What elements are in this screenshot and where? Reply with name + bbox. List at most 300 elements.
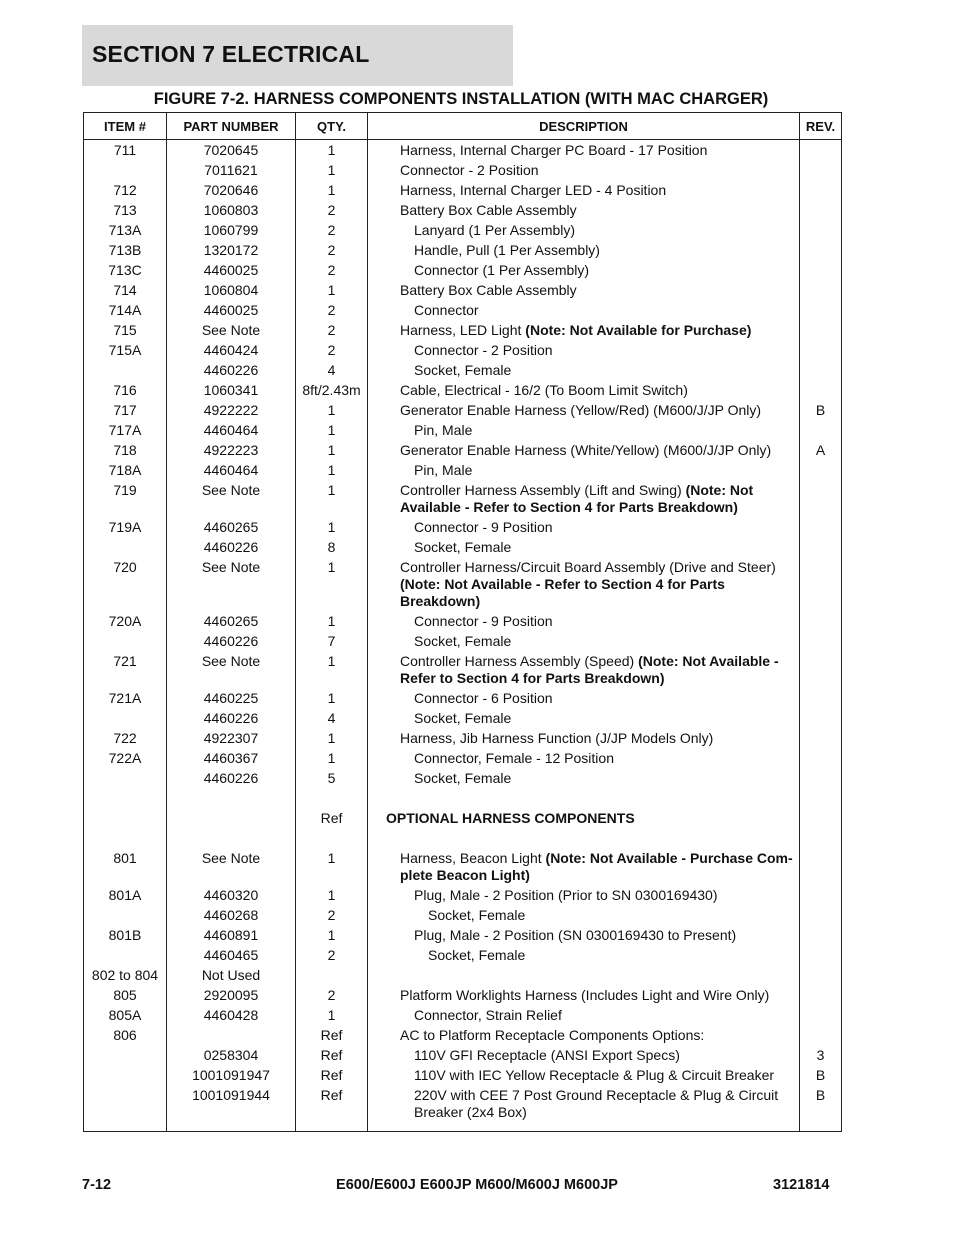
cell-description bbox=[368, 710, 800, 730]
cell-description bbox=[368, 730, 800, 750]
cell-description bbox=[368, 1047, 800, 1067]
cell-part-number: 4460465 bbox=[167, 947, 296, 967]
cell-rev bbox=[800, 422, 842, 442]
cell-description bbox=[368, 613, 800, 633]
cell-rev bbox=[800, 1027, 842, 1047]
table-row bbox=[84, 282, 842, 302]
cell-item: 721A bbox=[84, 690, 167, 710]
table-row bbox=[84, 342, 842, 362]
cell-qty: 1 bbox=[296, 282, 368, 302]
table-body bbox=[84, 140, 842, 1132]
cell-rev bbox=[800, 613, 842, 633]
cell-part-number: 4460226 bbox=[167, 710, 296, 730]
cell-rev bbox=[800, 907, 842, 927]
cell-qty: 2 bbox=[296, 947, 368, 967]
cell-rev bbox=[800, 1007, 842, 1027]
spacer-row bbox=[84, 790, 842, 810]
table-row bbox=[84, 967, 842, 987]
table-header-row bbox=[84, 113, 842, 140]
cell-item bbox=[84, 770, 167, 790]
section-header-bar bbox=[82, 25, 513, 86]
cell-part-number: 4460225 bbox=[167, 690, 296, 710]
description-text: Harness, Internal Charger LED - 4 Position bbox=[400, 182, 667, 198]
description-note: (Note: Not Available - Refer to Section 4 for Parts Breakdown) bbox=[400, 482, 754, 515]
cell-item bbox=[84, 947, 167, 967]
column-header-qty: QTY. bbox=[296, 113, 368, 140]
cell-qty: 1 bbox=[296, 462, 368, 482]
cell-qty: 4 bbox=[296, 362, 368, 382]
cell-qty: 1 bbox=[296, 422, 368, 442]
cell-item: 715A bbox=[84, 342, 167, 362]
table-row bbox=[84, 1067, 842, 1087]
table-row bbox=[84, 887, 842, 907]
cell-rev bbox=[800, 222, 842, 242]
description-text: Socket, Female bbox=[414, 770, 512, 786]
cell-description bbox=[368, 967, 800, 987]
cell-rev bbox=[800, 633, 842, 653]
cell-item bbox=[84, 1087, 167, 1132]
cell-part-number: 1060341 bbox=[167, 382, 296, 402]
figure-title: FIGURE 7-2. HARNESS COMPONENTS INSTALLATION (WITH MAC CHARGER) bbox=[153, 90, 769, 108]
cell-part-number: 1060803 bbox=[167, 202, 296, 222]
cell-description bbox=[368, 907, 800, 927]
table-row bbox=[84, 1027, 842, 1047]
column-header-description: DESCRIPTION bbox=[368, 113, 800, 140]
cell-part-number: See Note bbox=[167, 830, 296, 887]
table-row bbox=[84, 907, 842, 927]
cell-description bbox=[368, 140, 800, 163]
cell-qty: 1 bbox=[296, 402, 368, 422]
description-text: Lanyard (1 Per Assembly) bbox=[414, 222, 576, 238]
cell-item: 716 bbox=[84, 382, 167, 402]
cell-part-number: 4460367 bbox=[167, 750, 296, 770]
description-text: AC to Platform Receptacle Components Options: bbox=[400, 1027, 705, 1043]
cell-description bbox=[368, 690, 800, 710]
cell-rev bbox=[800, 202, 842, 222]
table-row bbox=[84, 202, 842, 222]
cell-description bbox=[368, 462, 800, 482]
cell-item: 806 bbox=[84, 1027, 167, 1047]
cell-part-number: 4460226 bbox=[167, 362, 296, 382]
cell-rev bbox=[800, 140, 842, 163]
cell-description bbox=[368, 342, 800, 362]
cell-qty: 2 bbox=[296, 222, 368, 242]
table-row bbox=[84, 613, 842, 633]
cell-description bbox=[368, 947, 800, 967]
cell-item: 714 bbox=[84, 282, 167, 302]
cell-qty: 2 bbox=[296, 202, 368, 222]
cell-description bbox=[368, 927, 800, 947]
cell-rev bbox=[800, 242, 842, 262]
cell-qty: 2 bbox=[296, 242, 368, 262]
description-text: Cable, Electrical - 16/2 (To Boom Limit Switch) bbox=[400, 382, 688, 398]
cell-item: 712 bbox=[84, 182, 167, 202]
description-text: Connector - 9 Position bbox=[414, 519, 553, 535]
cell-rev bbox=[800, 770, 842, 790]
cell-item: 801 bbox=[84, 830, 167, 887]
document-number: 3121814 bbox=[773, 1177, 830, 1193]
cell-description bbox=[368, 322, 800, 342]
description-text: Socket, Female bbox=[414, 362, 512, 378]
cell-description bbox=[368, 633, 800, 653]
cell-item: 722A bbox=[84, 750, 167, 770]
cell-description bbox=[368, 1087, 800, 1132]
cell-rev bbox=[800, 162, 842, 182]
table-row bbox=[84, 462, 842, 482]
cell-qty: 2 bbox=[296, 302, 368, 322]
description-text: Socket, Female bbox=[428, 947, 526, 963]
cell-part-number: See Note bbox=[167, 322, 296, 342]
cell-item: 713B bbox=[84, 242, 167, 262]
cell-description bbox=[368, 162, 800, 182]
description-text: Connector - 6 Position bbox=[414, 690, 553, 706]
cell-qty: 7 bbox=[296, 633, 368, 653]
description-text: Plug, Male - 2 Position (SN 0300169430 to Present) bbox=[414, 927, 737, 943]
cell-part-number: 4460891 bbox=[167, 927, 296, 947]
cell-qty: 1 bbox=[296, 559, 368, 613]
cell-rev bbox=[800, 342, 842, 362]
cell-description bbox=[368, 402, 800, 422]
cell-qty: 8 bbox=[296, 539, 368, 559]
cell-rev bbox=[800, 947, 842, 967]
description-text: 110V with IEC Yellow Receptacle & Plug & Circuit Breaker bbox=[414, 1067, 775, 1083]
cell-rev: B bbox=[800, 402, 842, 422]
cell-description bbox=[368, 422, 800, 442]
cell-item: 711 bbox=[84, 140, 167, 163]
cell-qty: 2 bbox=[296, 907, 368, 927]
description-text: Connector - 2 Position bbox=[414, 342, 553, 358]
table-row bbox=[84, 262, 842, 282]
description-text: Connector bbox=[414, 302, 479, 318]
description-text: Connector, Female - 12 Position bbox=[414, 750, 614, 766]
cell-qty: 8ft/2.43m bbox=[296, 382, 368, 402]
table-row bbox=[84, 690, 842, 710]
table-row bbox=[84, 222, 842, 242]
cell-item: 805A bbox=[84, 1007, 167, 1027]
cell-qty: 1 bbox=[296, 162, 368, 182]
cell-part-number: 4460464 bbox=[167, 422, 296, 442]
cell-part-number: 4460320 bbox=[167, 887, 296, 907]
cell-qty: 1 bbox=[296, 750, 368, 770]
description-text: Handle, Pull (1 Per Assembly) bbox=[414, 242, 600, 258]
table-row bbox=[84, 140, 842, 163]
table-row bbox=[84, 830, 842, 887]
description-note: (Note: Not Available - Refer to Section 4 for Parts Breakdown) bbox=[400, 653, 779, 686]
cell-description bbox=[368, 362, 800, 382]
cell-item: 713 bbox=[84, 202, 167, 222]
cell-rev bbox=[800, 302, 842, 322]
cell-qty: Ref bbox=[296, 810, 368, 830]
cell-qty: 1 bbox=[296, 830, 368, 887]
cell-item: 805 bbox=[84, 987, 167, 1007]
cell-part-number: 7011621 bbox=[167, 162, 296, 182]
cell-rev bbox=[800, 322, 842, 342]
cell-rev bbox=[800, 182, 842, 202]
cell-qty: 1 bbox=[296, 182, 368, 202]
parts-table bbox=[83, 112, 842, 1132]
cell-item bbox=[84, 162, 167, 182]
cell-qty: 1 bbox=[296, 140, 368, 163]
cell-qty: 1 bbox=[296, 1007, 368, 1027]
cell-rev bbox=[800, 482, 842, 519]
cell-part-number bbox=[167, 810, 296, 830]
cell-description bbox=[368, 987, 800, 1007]
cell-item bbox=[84, 907, 167, 927]
cell-description bbox=[368, 182, 800, 202]
model-list: E600/E600J E600JP M600/M600J M600JP bbox=[336, 1177, 618, 1193]
cell-qty: 1 bbox=[296, 653, 368, 690]
column-header-rev: REV. bbox=[800, 113, 842, 140]
cell-item: 717A bbox=[84, 422, 167, 442]
cell-rev bbox=[800, 462, 842, 482]
table-row bbox=[84, 382, 842, 402]
description-text: Connector (1 Per Assembly) bbox=[414, 262, 590, 278]
cell-item: 719 bbox=[84, 482, 167, 519]
cell-rev bbox=[800, 987, 842, 1007]
cell-item: 715 bbox=[84, 322, 167, 342]
table-row bbox=[84, 539, 842, 559]
table-row bbox=[84, 1047, 842, 1067]
description-text: Harness, Jib Harness Function (J/JP Models Only) bbox=[400, 730, 714, 746]
description-text: Platform Worklights Harness (Includes Light and Wire Only) bbox=[400, 987, 770, 1003]
table-row bbox=[84, 750, 842, 770]
table-row bbox=[84, 770, 842, 790]
cell-description bbox=[368, 382, 800, 402]
cell-rev bbox=[800, 730, 842, 750]
description-text: 110V GFI Receptacle (ANSI Export Specs) bbox=[414, 1047, 680, 1063]
table-row bbox=[84, 653, 842, 690]
cell-rev bbox=[800, 382, 842, 402]
cell-part-number: 4460265 bbox=[167, 613, 296, 633]
table-row bbox=[84, 987, 842, 1007]
cell-qty: Ref bbox=[296, 1027, 368, 1047]
description-text: Controller Harness/Circuit Board Assembly (Drive and Steer) bbox=[400, 559, 776, 575]
cell-part-number: 4460025 bbox=[167, 302, 296, 322]
cell-rev bbox=[800, 830, 842, 887]
table-row bbox=[84, 810, 842, 830]
cell-description bbox=[368, 242, 800, 262]
cell-item: 801A bbox=[84, 887, 167, 907]
cell-part-number: 2920095 bbox=[167, 987, 296, 1007]
cell-description bbox=[368, 262, 800, 282]
cell-part-number: See Note bbox=[167, 559, 296, 613]
description-text: Connector - 2 Position bbox=[400, 162, 539, 178]
cell-description bbox=[368, 282, 800, 302]
cell-item: 719A bbox=[84, 519, 167, 539]
table-row bbox=[84, 519, 842, 539]
cell-part-number: 7020645 bbox=[167, 140, 296, 163]
cell-item: 720A bbox=[84, 613, 167, 633]
cell-rev: A bbox=[800, 442, 842, 462]
description-text: Battery Box Cable Assembly bbox=[400, 282, 577, 298]
cell-qty: 1 bbox=[296, 887, 368, 907]
cell-part-number: 1001091944 bbox=[167, 1087, 296, 1132]
cell-qty bbox=[296, 967, 368, 987]
cell-description bbox=[368, 810, 800, 830]
table-row bbox=[84, 927, 842, 947]
cell-qty: Ref bbox=[296, 1047, 368, 1067]
cell-description bbox=[368, 1007, 800, 1027]
table-row bbox=[84, 302, 842, 322]
description-text: Controller Harness Assembly (Speed) bbox=[400, 653, 639, 669]
cell-part-number: See Note bbox=[167, 653, 296, 690]
cell-qty: 2 bbox=[296, 342, 368, 362]
description-text: Harness, Beacon Light bbox=[400, 850, 546, 866]
description-text: OPTIONAL HARNESS COMPONENTS bbox=[386, 810, 635, 826]
cell-item bbox=[84, 1067, 167, 1087]
cell-item bbox=[84, 539, 167, 559]
cell-item: 720 bbox=[84, 559, 167, 613]
cell-qty: 5 bbox=[296, 770, 368, 790]
cell-rev: B bbox=[800, 1087, 842, 1132]
cell-rev bbox=[800, 927, 842, 947]
cell-part-number: 4922222 bbox=[167, 402, 296, 422]
cell-description bbox=[368, 482, 800, 519]
description-text: Battery Box Cable Assembly bbox=[400, 202, 577, 218]
cell-item: 721 bbox=[84, 653, 167, 690]
cell-part-number: See Note bbox=[167, 482, 296, 519]
cell-part-number: 4460424 bbox=[167, 342, 296, 362]
cell-part-number: 4460226 bbox=[167, 539, 296, 559]
cell-rev bbox=[800, 690, 842, 710]
description-text: Controller Harness Assembly (Lift and Swing) bbox=[400, 482, 686, 498]
cell-rev bbox=[800, 519, 842, 539]
description-text: Socket, Female bbox=[414, 633, 512, 649]
description-text: Connector - 9 Position bbox=[414, 613, 553, 629]
cell-rev bbox=[800, 887, 842, 907]
cell-description bbox=[368, 539, 800, 559]
description-text: Connector, Strain Relief bbox=[414, 1007, 562, 1023]
cell-rev bbox=[800, 967, 842, 987]
section-title: SECTION 7 ELECTRICAL bbox=[92, 41, 370, 67]
cell-description bbox=[368, 202, 800, 222]
page-number: 7-12 bbox=[82, 1177, 112, 1193]
cell-qty: 2 bbox=[296, 262, 368, 282]
description-text: 220V with CEE 7 Post Ground Receptacle & Plug & Circuit Breaker (2x4 Box) bbox=[414, 1087, 779, 1120]
cell-item: 714A bbox=[84, 302, 167, 322]
cell-item: 802 to 804 bbox=[84, 967, 167, 987]
cell-item bbox=[84, 810, 167, 830]
cell-item bbox=[84, 362, 167, 382]
description-text: Generator Enable Harness (White/Yellow) (M600/J/JP Only) bbox=[400, 442, 772, 458]
cell-part-number: 1320172 bbox=[167, 242, 296, 262]
cell-description bbox=[368, 887, 800, 907]
cell-part-number: 4460464 bbox=[167, 462, 296, 482]
cell-qty: 1 bbox=[296, 690, 368, 710]
description-text: Harness, LED Light bbox=[400, 322, 526, 338]
cell-part-number: 4460226 bbox=[167, 770, 296, 790]
table-row bbox=[84, 322, 842, 342]
cell-part-number: 4460226 bbox=[167, 633, 296, 653]
description-text: Harness, Internal Charger PC Board - 17 Position bbox=[400, 142, 708, 158]
cell-part-number: 4460265 bbox=[167, 519, 296, 539]
table-row bbox=[84, 1087, 842, 1132]
cell-part-number: 1060799 bbox=[167, 222, 296, 242]
table-row bbox=[84, 730, 842, 750]
cell-description bbox=[368, 302, 800, 322]
table-row bbox=[84, 162, 842, 182]
table-row bbox=[84, 1007, 842, 1027]
cell-part-number bbox=[167, 1027, 296, 1047]
cell-rev bbox=[800, 810, 842, 830]
cell-qty: 1 bbox=[296, 519, 368, 539]
cell-rev bbox=[800, 750, 842, 770]
table-row bbox=[84, 402, 842, 422]
cell-description bbox=[368, 1067, 800, 1087]
cell-item: 718 bbox=[84, 442, 167, 462]
cell-qty: 2 bbox=[296, 322, 368, 342]
cell-rev: B bbox=[800, 1067, 842, 1087]
cell-rev bbox=[800, 653, 842, 690]
cell-item: 718A bbox=[84, 462, 167, 482]
cell-item: 713C bbox=[84, 262, 167, 282]
table-row bbox=[84, 633, 842, 653]
cell-description bbox=[368, 830, 800, 887]
cell-qty: 2 bbox=[296, 987, 368, 1007]
cell-description bbox=[368, 222, 800, 242]
cell-description bbox=[368, 519, 800, 539]
cell-description bbox=[368, 653, 800, 690]
table-row bbox=[84, 559, 842, 613]
cell-part-number: 0258304 bbox=[167, 1047, 296, 1067]
cell-rev bbox=[800, 282, 842, 302]
cell-qty: 1 bbox=[296, 613, 368, 633]
cell-rev bbox=[800, 710, 842, 730]
table-row bbox=[84, 947, 842, 967]
cell-rev bbox=[800, 539, 842, 559]
table-row bbox=[84, 362, 842, 382]
cell-description bbox=[368, 559, 800, 613]
cell-part-number: Not Used bbox=[167, 967, 296, 987]
description-text: Generator Enable Harness (Yellow/Red) (M600/J/JP Only) bbox=[400, 402, 762, 418]
cell-description bbox=[368, 1027, 800, 1047]
description-note: (Note: Not Available - Purchase Com-plete Beacon Light) bbox=[400, 850, 793, 883]
column-header-item: ITEM # bbox=[84, 113, 167, 140]
cell-rev bbox=[800, 559, 842, 613]
description-note: (Note: Not Available - Refer to Section 4 for Parts Breakdown) bbox=[400, 576, 725, 609]
cell-rev bbox=[800, 362, 842, 382]
cell-qty: 1 bbox=[296, 927, 368, 947]
cell-part-number: 7020646 bbox=[167, 182, 296, 202]
table-row bbox=[84, 242, 842, 262]
cell-item bbox=[84, 633, 167, 653]
description-text: Pin, Male bbox=[414, 422, 473, 438]
cell-qty: 1 bbox=[296, 730, 368, 750]
cell-qty: 1 bbox=[296, 482, 368, 519]
table-row bbox=[84, 482, 842, 519]
table-row bbox=[84, 442, 842, 462]
cell-part-number: 4922223 bbox=[167, 442, 296, 462]
table-row bbox=[84, 710, 842, 730]
cell-qty: Ref bbox=[296, 1087, 368, 1132]
cell-item bbox=[84, 710, 167, 730]
description-text: Pin, Male bbox=[414, 462, 473, 478]
cell-part-number: 4460428 bbox=[167, 1007, 296, 1027]
cell-rev: 3 bbox=[800, 1047, 842, 1067]
description-text: Plug, Male - 2 Position (Prior to SN 0300169430) bbox=[414, 887, 718, 903]
cell-item bbox=[84, 1047, 167, 1067]
description-note: (Note: Not Available for Purchase) bbox=[525, 322, 752, 338]
cell-part-number: 1001091947 bbox=[167, 1067, 296, 1087]
cell-part-number: 4460268 bbox=[167, 907, 296, 927]
cell-item: 713A bbox=[84, 222, 167, 242]
table-row bbox=[84, 182, 842, 202]
column-header-part-number: PART NUMBER bbox=[167, 113, 296, 140]
cell-part-number: 4460025 bbox=[167, 262, 296, 282]
cell-qty: Ref bbox=[296, 1067, 368, 1087]
description-text: Socket, Female bbox=[428, 907, 526, 923]
cell-part-number: 1060804 bbox=[167, 282, 296, 302]
